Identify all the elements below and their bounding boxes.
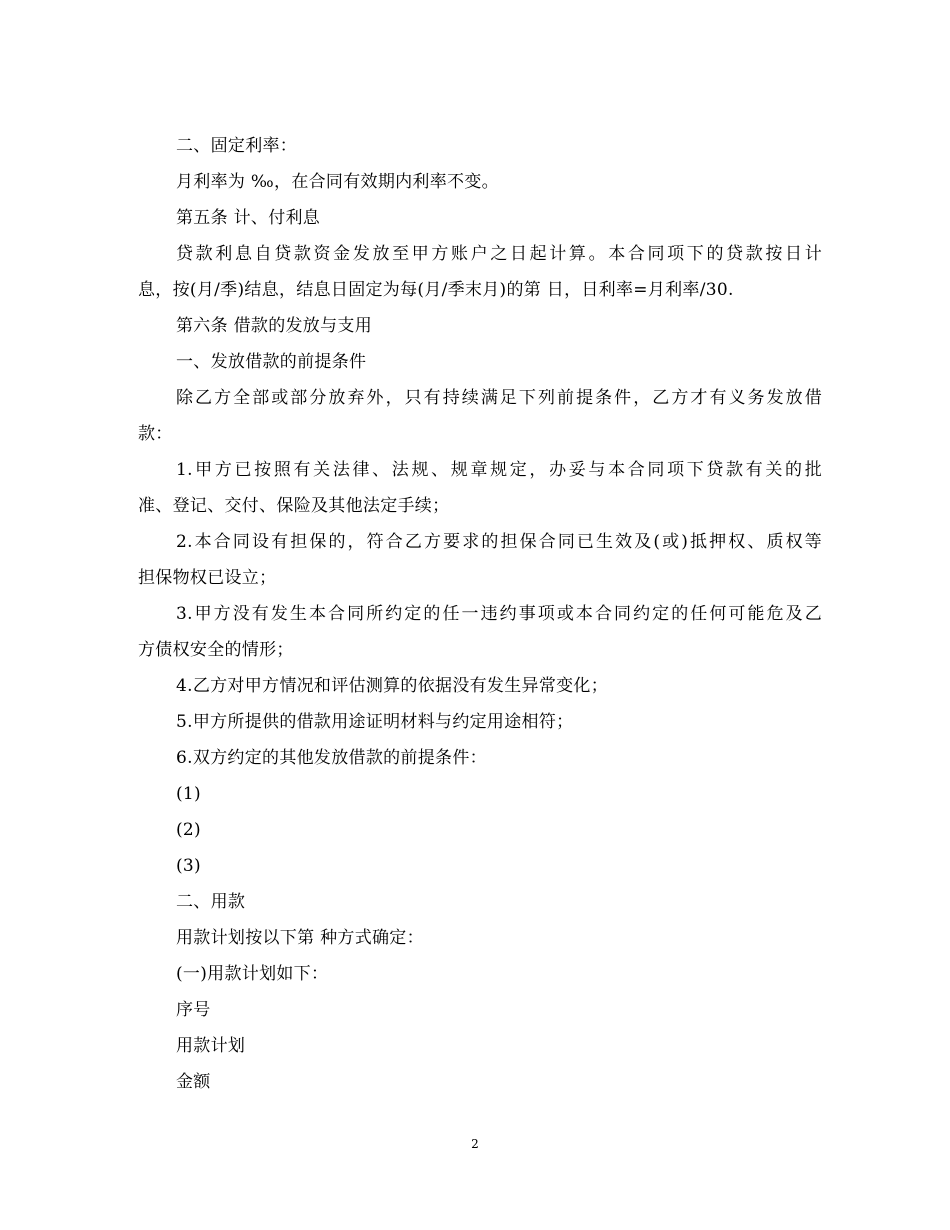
list-item-line: 准、登记、交付、保险及其他法定手续； — [138, 496, 450, 516]
table-header-plan: 用款计划 — [176, 1036, 246, 1056]
sub-item-line: (3) — [176, 856, 201, 876]
paragraph-line: 贷款利息自贷款资金发放至甲方账户之日起计算。本合同项下的贷款按日计 — [176, 244, 822, 264]
paragraph-line: 款： — [138, 424, 173, 444]
list-item-line: 2.本合同设有担保的，符合乙方要求的担保合同已生效及(或)抵押权、质权等 — [176, 532, 822, 552]
list-item-line: 6.双方约定的其他发放借款的前提条件： — [176, 748, 487, 768]
section-heading-preconditions: 一、发放借款的前提条件 — [176, 352, 367, 372]
paragraph-line: (一)用款计划如下： — [176, 964, 329, 984]
paragraph-line: 月利率为 ‰，在合同有效期内利率不变。 — [176, 172, 499, 192]
paragraph-line: 用款计划按以下第 种方式确定： — [176, 928, 424, 948]
table-header-serial: 序号 — [176, 1000, 211, 1020]
article-heading-interest: 第五条 计、付利息 — [176, 208, 321, 228]
list-item-line: 3.甲方没有发生本合同所约定的任一违约事项或本合同约定的任何可能危及乙 — [176, 604, 822, 624]
list-item-line: 担保物权已设立； — [138, 568, 277, 588]
list-item-line: 1.甲方已按照有关法律、法规、规章规定，办妥与本合同项下贷款有关的批 — [176, 460, 822, 480]
section-heading-fixed-rate: 二、固定利率： — [176, 136, 298, 156]
sub-item-line: (1) — [176, 784, 201, 804]
table-header-amount: 金额 — [176, 1072, 211, 1092]
document-body — [138, 128, 822, 1100]
list-item-line: 方债权安全的情形； — [138, 640, 294, 660]
section-heading-usage: 二、用款 — [176, 892, 246, 912]
list-item-line: 4.乙方对甲方情况和评估测算的依据没有发生异常变化； — [176, 676, 609, 696]
paragraph-line: 除乙方全部或部分放弃外，只有持续满足下列前提条件，乙方才有义务发放借 — [176, 388, 822, 408]
paragraph-line: 息，按(月/季)结息，结息日固定为每(月/季末月)的第 日，日利率=月利率/30. — [138, 280, 734, 300]
article-heading-disbursement: 第六条 借款的发放与支用 — [176, 316, 373, 336]
list-item-line: 5.甲方所提供的借款用途证明材料与约定用途相符； — [176, 712, 574, 732]
page-number: 2 — [471, 1137, 479, 1151]
sub-item-line: (2) — [176, 820, 201, 840]
